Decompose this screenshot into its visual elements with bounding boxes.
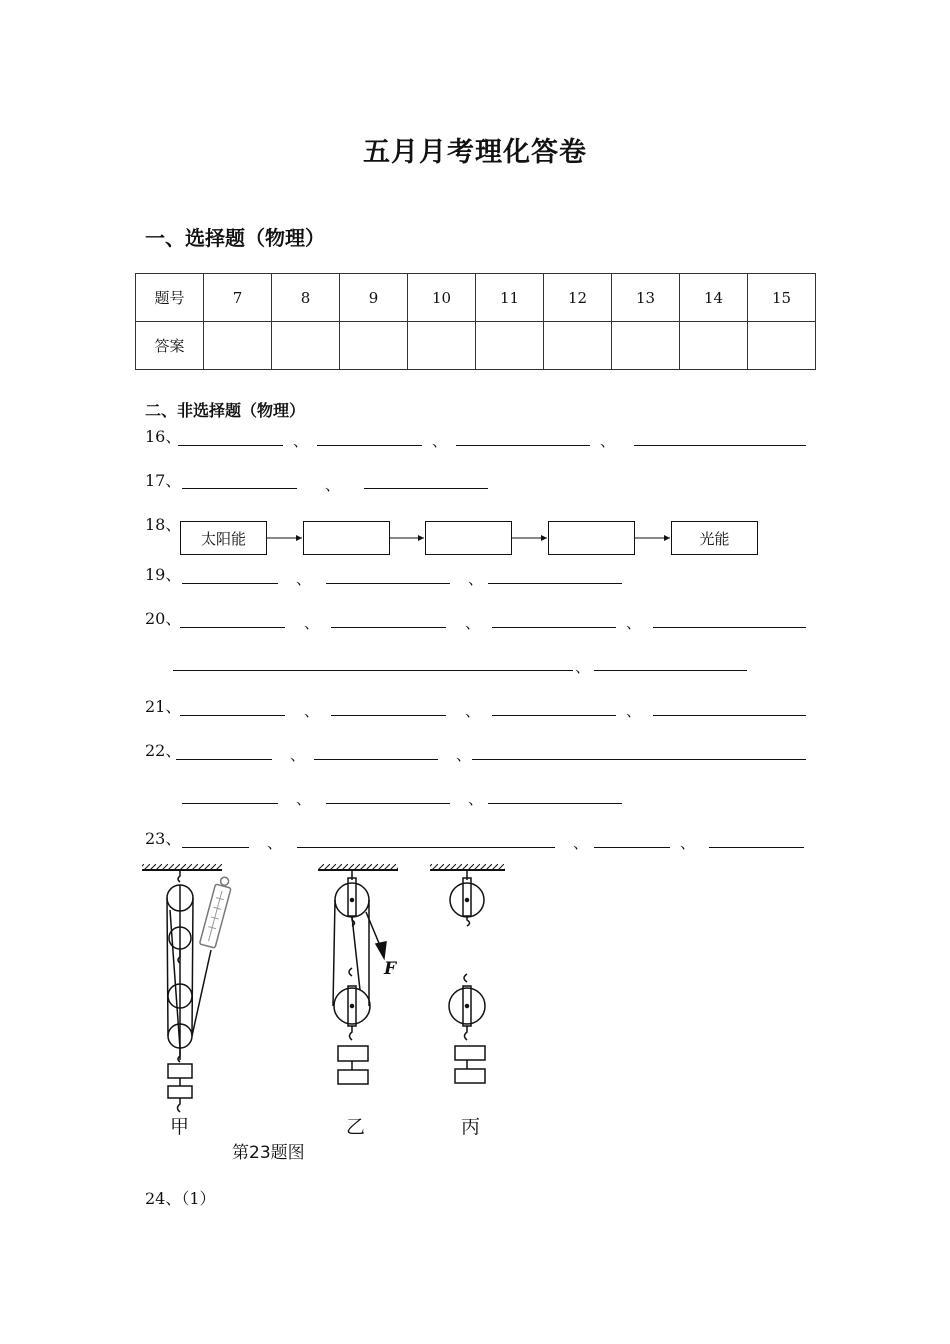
table-cell-number: 11 (476, 274, 544, 322)
pulley-system-bing (430, 864, 505, 1083)
weight-block (455, 1069, 485, 1083)
hook (464, 974, 467, 982)
separator: 、 (626, 702, 642, 720)
hook (350, 1026, 353, 1040)
rope (167, 898, 168, 1036)
weight-block (338, 1070, 368, 1084)
question-number: 23、 (145, 829, 182, 848)
question-number: 17、 (145, 471, 182, 490)
separator: 、 (456, 746, 472, 764)
separator: 、 (465, 702, 481, 720)
question-number: 24、（1） (145, 1189, 216, 1208)
rope (333, 900, 335, 1006)
energy-box-end: 光能 (671, 521, 758, 555)
table-cell-number: 13 (612, 274, 680, 322)
table-cell-number: 10 (408, 274, 476, 322)
hook (178, 870, 180, 882)
weight-block (168, 1064, 192, 1078)
table-cell-number: 15 (748, 274, 816, 322)
weight-block (168, 1086, 192, 1098)
figure-label-yi: 乙 (346, 1116, 366, 1138)
separator: 、 (267, 834, 283, 852)
force-label: F (384, 959, 397, 979)
axle (466, 899, 469, 902)
hook (349, 968, 352, 976)
axle (466, 1005, 469, 1008)
spring-balance (200, 875, 234, 948)
separator: 、 (432, 432, 448, 450)
question-number: 20、 (145, 609, 182, 628)
table-answer-label: 答案 (136, 322, 204, 370)
hook (465, 1026, 468, 1040)
table-cell-number: 14 (680, 274, 748, 322)
question-number: 16、 (145, 427, 182, 446)
separator: 、 (290, 746, 306, 764)
separator: 、 (293, 432, 309, 450)
separator: 、 (296, 570, 312, 588)
table-cell-number: 8 (272, 274, 340, 322)
rope (352, 917, 360, 990)
axle (351, 1005, 354, 1008)
figure-label-bing: 丙 (461, 1116, 481, 1138)
page-title: 五月月考理化答卷 (363, 137, 587, 168)
hook (178, 1098, 181, 1112)
question-number: 21、 (145, 697, 182, 716)
separator: 、 (304, 702, 320, 720)
question-number: 19、 (145, 565, 182, 584)
separator: 、 (325, 476, 341, 494)
separator: 、 (626, 614, 642, 632)
figure-caption: 第23题图 (232, 1143, 305, 1163)
separator: 、 (573, 834, 589, 852)
separator: 、 (465, 614, 481, 632)
separator: 、 (304, 614, 320, 632)
separator: 、 (680, 834, 696, 852)
separator: 、 (296, 790, 312, 808)
axle (351, 899, 354, 902)
figure-label-jia: 甲 (170, 1116, 190, 1138)
table-cell-number: 12 (544, 274, 612, 322)
weight-block (338, 1046, 368, 1061)
separator: 、 (468, 790, 484, 808)
section-heading-nonchoice: 二、非选择题（物理） (145, 401, 306, 420)
table-cell-number: 7 (204, 274, 272, 322)
weight-block (455, 1046, 485, 1060)
pulley-system-jia (142, 864, 233, 1112)
separator: 、 (575, 658, 591, 676)
question-number: 18、 (145, 515, 182, 534)
separator: 、 (468, 570, 484, 588)
question-number: 22、 (145, 741, 182, 760)
table-header-label: 题号 (136, 274, 204, 322)
rope (192, 898, 193, 1036)
rope (192, 950, 211, 1036)
arrow-head (376, 942, 386, 958)
table-cell-number: 9 (340, 274, 408, 322)
energy-box-start: 太阳能 (180, 521, 267, 555)
section-heading-choice: 一、选择题（物理） (145, 226, 325, 250)
separator: 、 (600, 432, 616, 450)
